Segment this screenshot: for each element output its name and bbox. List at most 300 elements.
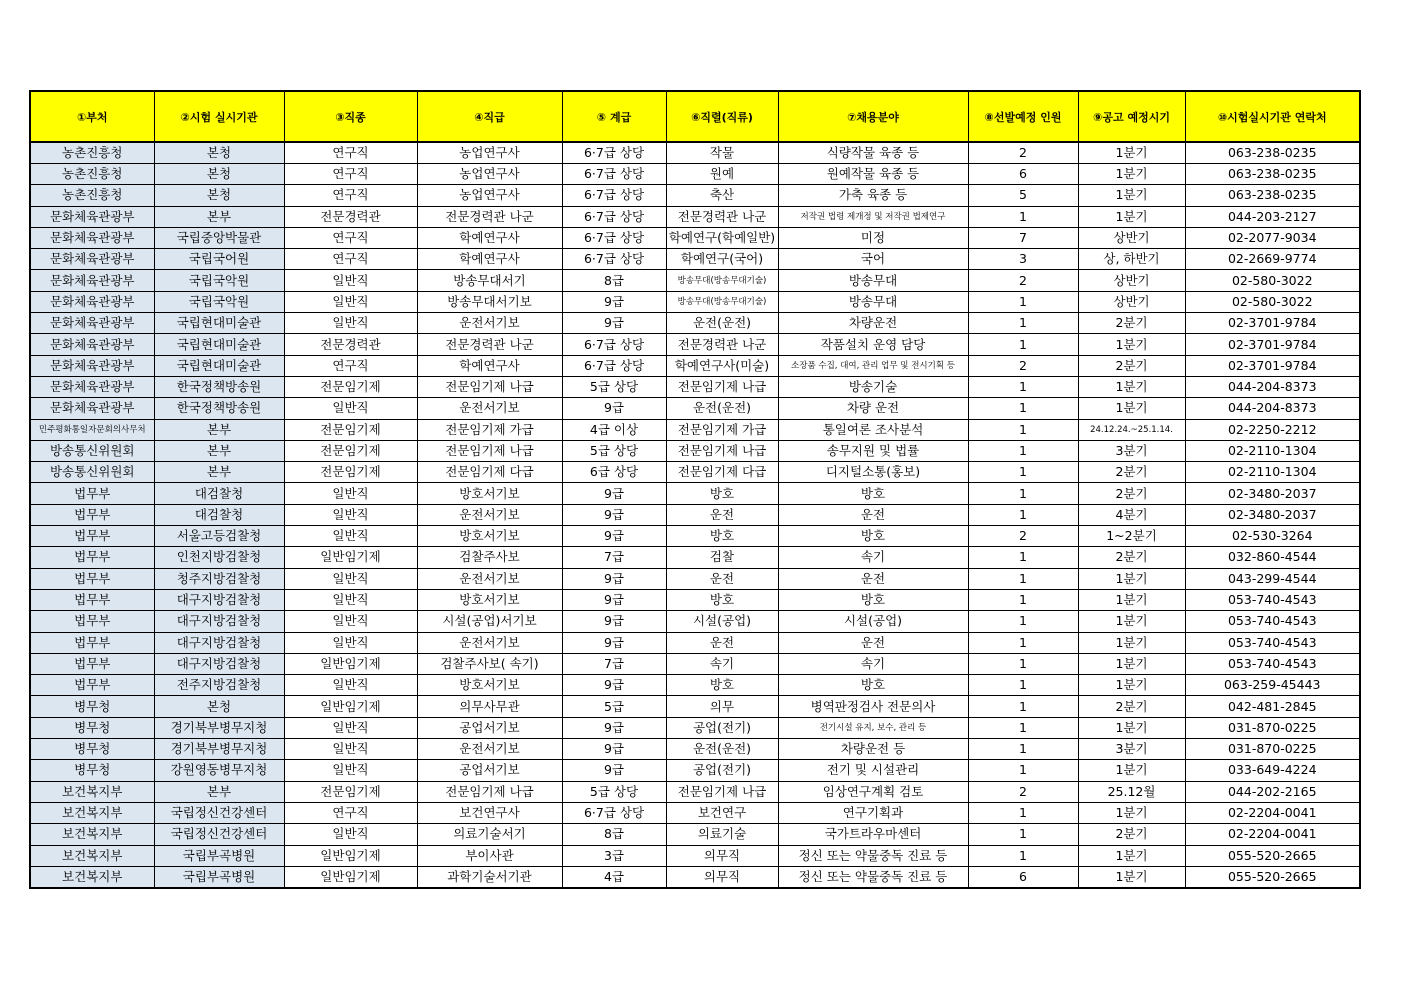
cell-notice-period: 1분기 <box>1078 802 1185 823</box>
table-row <box>30 313 1360 334</box>
cell-rank: 9급 <box>562 611 666 632</box>
cell-contact: 053-740-4543 <box>1185 632 1360 653</box>
cell-rank: 9급 <box>562 526 666 547</box>
cell-planned-count: 1 <box>968 440 1078 461</box>
cell-recruit-field: 차량 운전 <box>778 398 968 419</box>
cell-recruit-field: 연구기획과 <box>778 802 968 823</box>
cell-rank: 9급 <box>562 760 666 781</box>
table-row <box>30 611 1360 632</box>
cell-exam-agency: 본부 <box>154 781 284 802</box>
table-row <box>30 291 1360 312</box>
cell-rank: 9급 <box>562 313 666 334</box>
cell-rank: 5급 상당 <box>562 376 666 397</box>
cell-contact: 02-2077-9034 <box>1185 227 1360 248</box>
cell-job-grade: 운전서기보 <box>417 313 562 334</box>
table-body <box>30 142 1360 888</box>
cell-rank: 7급 <box>562 653 666 674</box>
cell-notice-period: 1분기 <box>1078 675 1185 696</box>
table-row <box>30 249 1360 270</box>
cell-exam-agency: 본부 <box>154 206 284 227</box>
cell-job-type: 전문임기제 <box>284 781 417 802</box>
cell-job-type: 전문경력관 <box>284 206 417 227</box>
cell-exam-agency: 본청 <box>154 142 284 164</box>
cell-rank: 6·7급 상당 <box>562 334 666 355</box>
cell-recruit-field: 전기 및 시설관리 <box>778 760 968 781</box>
cell-job-series: 전문임기제 가급 <box>666 419 778 440</box>
cell-exam-agency: 국립정신건강센터 <box>154 802 284 823</box>
cell-job-type: 연구직 <box>284 355 417 376</box>
header-ministry: ①부처 <box>30 91 154 142</box>
cell-contact: 063-238-0235 <box>1185 185 1360 206</box>
cell-ministry: 농촌진흥청 <box>30 164 154 185</box>
cell-job-grade: 검찰주사보 <box>417 547 562 568</box>
cell-ministry: 병무청 <box>30 760 154 781</box>
cell-ministry: 문화체육관광부 <box>30 376 154 397</box>
cell-recruit-field: 운전 <box>778 504 968 525</box>
cell-job-grade: 농업연구사 <box>417 142 562 164</box>
cell-job-grade: 학예연구사 <box>417 227 562 248</box>
cell-job-type: 전문임기제 <box>284 376 417 397</box>
cell-job-grade: 운전서기보 <box>417 739 562 760</box>
cell-planned-count: 1 <box>968 696 1078 717</box>
cell-planned-count: 1 <box>968 504 1078 525</box>
header-job-grade: ④직급 <box>417 91 562 142</box>
cell-ministry: 병무청 <box>30 696 154 717</box>
cell-planned-count: 2 <box>968 526 1078 547</box>
cell-notice-period: 상, 하반기 <box>1078 249 1185 270</box>
table-row <box>30 334 1360 355</box>
cell-exam-agency: 국립현대미술관 <box>154 355 284 376</box>
cell-job-series: 전문임기제 나급 <box>666 440 778 461</box>
cell-contact: 02-3701-9784 <box>1185 313 1360 334</box>
cell-job-type: 연구직 <box>284 227 417 248</box>
cell-recruit-field: 운전 <box>778 568 968 589</box>
cell-job-type: 일반임기제 <box>284 696 417 717</box>
cell-job-series: 학예연구(학예일반) <box>666 227 778 248</box>
cell-ministry: 문화체육관광부 <box>30 291 154 312</box>
cell-recruit-field: 작품설치 운영 담당 <box>778 334 968 355</box>
cell-job-grade: 전문임기제 나급 <box>417 440 562 461</box>
cell-job-type: 일반임기제 <box>284 845 417 866</box>
cell-rank: 7급 <box>562 547 666 568</box>
cell-job-series: 운전 <box>666 504 778 525</box>
cell-recruit-field: 국어 <box>778 249 968 270</box>
table-row <box>30 653 1360 674</box>
cell-contact: 044-204-8373 <box>1185 398 1360 419</box>
table-row <box>30 781 1360 802</box>
cell-recruit-field: 방호 <box>778 483 968 504</box>
cell-exam-agency: 대구지방검찰청 <box>154 632 284 653</box>
table-row <box>30 675 1360 696</box>
cell-exam-agency: 본부 <box>154 419 284 440</box>
cell-job-type: 일반직 <box>284 739 417 760</box>
cell-job-series: 보건연구 <box>666 802 778 823</box>
cell-planned-count: 2 <box>968 781 1078 802</box>
cell-notice-period: 3분기 <box>1078 739 1185 760</box>
cell-recruit-field: 저작권 법령 제개정 및 저작권 법제연구 <box>778 206 968 227</box>
cell-planned-count: 1 <box>968 206 1078 227</box>
cell-planned-count: 1 <box>968 291 1078 312</box>
cell-contact: 055-520-2665 <box>1185 866 1360 888</box>
cell-job-grade: 의료기술서기 <box>417 824 562 845</box>
table-row <box>30 717 1360 738</box>
cell-notice-period: 1분기 <box>1078 164 1185 185</box>
cell-job-series: 방호 <box>666 675 778 696</box>
cell-exam-agency: 강원영동병무지청 <box>154 760 284 781</box>
cell-contact: 044-203-2127 <box>1185 206 1360 227</box>
cell-exam-agency: 본청 <box>154 185 284 206</box>
cell-job-series: 학예연구사(미술) <box>666 355 778 376</box>
cell-job-grade: 전문경력관 나군 <box>417 206 562 227</box>
cell-ministry: 보건복지부 <box>30 781 154 802</box>
cell-exam-agency: 국립현대미술관 <box>154 334 284 355</box>
cell-job-grade: 전문경력관 나군 <box>417 334 562 355</box>
cell-job-grade: 방송무대서기보 <box>417 291 562 312</box>
cell-rank: 9급 <box>562 589 666 610</box>
cell-recruit-field: 전기시설 유지, 보수, 관리 등 <box>778 717 968 738</box>
cell-ministry: 법무부 <box>30 504 154 525</box>
cell-notice-period: 3분기 <box>1078 440 1185 461</box>
table-row <box>30 419 1360 440</box>
cell-ministry: 법무부 <box>30 589 154 610</box>
cell-planned-count: 2 <box>968 142 1078 164</box>
cell-job-type: 일반직 <box>284 611 417 632</box>
cell-notice-period: 1분기 <box>1078 653 1185 674</box>
cell-planned-count: 7 <box>968 227 1078 248</box>
cell-job-grade: 방호서기보 <box>417 589 562 610</box>
table-row <box>30 504 1360 525</box>
cell-rank: 5급 상당 <box>562 781 666 802</box>
cell-notice-period: 1~2분기 <box>1078 526 1185 547</box>
cell-planned-count: 3 <box>968 249 1078 270</box>
table-row <box>30 142 1360 164</box>
cell-notice-period: 1분기 <box>1078 142 1185 164</box>
cell-rank: 9급 <box>562 504 666 525</box>
cell-job-series: 방호 <box>666 483 778 504</box>
table-row <box>30 206 1360 227</box>
cell-rank: 9급 <box>562 398 666 419</box>
cell-job-series: 전문경력관 나군 <box>666 206 778 227</box>
cell-notice-period: 1분기 <box>1078 206 1185 227</box>
cell-contact: 02-3701-9784 <box>1185 355 1360 376</box>
cell-job-type: 전문임기제 <box>284 440 417 461</box>
cell-job-series: 방송무대(방송무대기술) <box>666 291 778 312</box>
cell-contact: 02-2204-0041 <box>1185 824 1360 845</box>
cell-contact: 063-238-0235 <box>1185 142 1360 164</box>
cell-job-series: 운전 <box>666 568 778 589</box>
cell-contact: 02-2110-1304 <box>1185 462 1360 483</box>
table-row <box>30 696 1360 717</box>
cell-notice-period: 상반기 <box>1078 291 1185 312</box>
cell-ministry: 문화체육관광부 <box>30 313 154 334</box>
cell-job-type: 일반직 <box>284 483 417 504</box>
cell-contact: 032-860-4544 <box>1185 547 1360 568</box>
table-row <box>30 824 1360 845</box>
cell-exam-agency: 본부 <box>154 440 284 461</box>
header-exam-agency: ②시험 실시기관 <box>154 91 284 142</box>
cell-job-series: 축산 <box>666 185 778 206</box>
cell-recruit-field: 차량운전 <box>778 313 968 334</box>
cell-notice-period: 1분기 <box>1078 398 1185 419</box>
cell-planned-count: 1 <box>968 653 1078 674</box>
cell-planned-count: 1 <box>968 675 1078 696</box>
cell-recruit-field: 병역판정검사 전문의사 <box>778 696 968 717</box>
cell-job-grade: 전문임기제 다급 <box>417 462 562 483</box>
cell-notice-period: 1분기 <box>1078 568 1185 589</box>
cell-job-grade: 전문임기제 나급 <box>417 781 562 802</box>
cell-job-grade: 방호서기보 <box>417 675 562 696</box>
cell-ministry: 문화체육관광부 <box>30 398 154 419</box>
cell-job-type: 일반임기제 <box>284 547 417 568</box>
cell-job-series: 학예연구(국어) <box>666 249 778 270</box>
cell-recruit-field: 송무지원 및 법률 <box>778 440 968 461</box>
cell-rank: 9급 <box>562 739 666 760</box>
cell-job-type: 일반직 <box>284 675 417 696</box>
cell-rank: 6·7급 상당 <box>562 355 666 376</box>
cell-job-series: 운전(운전) <box>666 398 778 419</box>
cell-planned-count: 1 <box>968 483 1078 504</box>
cell-ministry: 민주평화통일자문회의사무처 <box>30 419 154 440</box>
cell-ministry: 문화체육관광부 <box>30 334 154 355</box>
cell-exam-agency: 서울고등검찰청 <box>154 526 284 547</box>
cell-contact: 055-520-2665 <box>1185 845 1360 866</box>
cell-planned-count: 1 <box>968 739 1078 760</box>
cell-planned-count: 2 <box>968 355 1078 376</box>
cell-ministry: 문화체육관광부 <box>30 249 154 270</box>
header-recruit-field: ⑦채용분야 <box>778 91 968 142</box>
cell-exam-agency: 국립현대미술관 <box>154 313 284 334</box>
cell-recruit-field: 방호 <box>778 675 968 696</box>
recruitment-table <box>29 90 1361 889</box>
cell-job-type: 연구직 <box>284 249 417 270</box>
header-planned-count: ⑧선발예정 인원 <box>968 91 1078 142</box>
cell-notice-period: 1분기 <box>1078 376 1185 397</box>
cell-ministry: 방송통신위원회 <box>30 440 154 461</box>
cell-planned-count: 1 <box>968 398 1078 419</box>
table-row <box>30 547 1360 568</box>
cell-rank: 6·7급 상당 <box>562 164 666 185</box>
cell-job-type: 일반직 <box>284 632 417 653</box>
cell-ministry: 농촌진흥청 <box>30 185 154 206</box>
cell-contact: 044-202-2165 <box>1185 781 1360 802</box>
cell-notice-period: 1분기 <box>1078 866 1185 888</box>
cell-exam-agency: 전주지방검찰청 <box>154 675 284 696</box>
cell-recruit-field: 소장품 수집, 대여, 관리 업무 및 전시기획 등 <box>778 355 968 376</box>
cell-job-series: 전문임기제 나급 <box>666 781 778 802</box>
cell-notice-period: 1분기 <box>1078 760 1185 781</box>
cell-job-series: 방호 <box>666 526 778 547</box>
cell-job-type: 일반직 <box>284 291 417 312</box>
cell-job-series: 방송무대(방송무대기술) <box>666 270 778 291</box>
cell-job-type: 연구직 <box>284 185 417 206</box>
cell-notice-period: 상반기 <box>1078 270 1185 291</box>
header-rank: ⑤ 계급 <box>562 91 666 142</box>
cell-contact: 02-3701-9784 <box>1185 334 1360 355</box>
cell-planned-count: 6 <box>968 164 1078 185</box>
cell-rank: 4급 이상 <box>562 419 666 440</box>
cell-job-type: 일반직 <box>284 717 417 738</box>
cell-rank: 9급 <box>562 675 666 696</box>
cell-exam-agency: 한국정책방송원 <box>154 398 284 419</box>
cell-job-type: 일반직 <box>284 504 417 525</box>
cell-ministry: 방송통신위원회 <box>30 462 154 483</box>
cell-job-type: 일반임기제 <box>284 866 417 888</box>
table-row <box>30 185 1360 206</box>
cell-rank: 5급 상당 <box>562 440 666 461</box>
header-job-series: ⑥직렬(직류) <box>666 91 778 142</box>
cell-recruit-field: 통일여론 조사분석 <box>778 419 968 440</box>
cell-notice-period: 1분기 <box>1078 845 1185 866</box>
cell-recruit-field: 방송무대 <box>778 270 968 291</box>
cell-exam-agency: 국립부곡병원 <box>154 866 284 888</box>
cell-job-series: 원예 <box>666 164 778 185</box>
cell-job-type: 일반임기제 <box>284 653 417 674</box>
cell-recruit-field: 임상연구계획 검토 <box>778 781 968 802</box>
cell-exam-agency: 인천지방검찰청 <box>154 547 284 568</box>
cell-rank: 9급 <box>562 568 666 589</box>
table-row <box>30 589 1360 610</box>
cell-job-series: 전문임기제 나급 <box>666 376 778 397</box>
cell-ministry: 병무청 <box>30 739 154 760</box>
cell-recruit-field: 시설(공업) <box>778 611 968 632</box>
cell-job-grade: 전문임기제 가급 <box>417 419 562 440</box>
table-row <box>30 739 1360 760</box>
cell-job-type: 연구직 <box>284 142 417 164</box>
cell-ministry: 보건복지부 <box>30 824 154 845</box>
header-job-type: ③직종 <box>284 91 417 142</box>
table-row <box>30 802 1360 823</box>
cell-rank: 9급 <box>562 291 666 312</box>
cell-contact: 031-870-0225 <box>1185 717 1360 738</box>
cell-job-type: 일반직 <box>284 760 417 781</box>
cell-rank: 9급 <box>562 483 666 504</box>
cell-notice-period: 2분기 <box>1078 313 1185 334</box>
cell-contact: 02-580-3022 <box>1185 270 1360 291</box>
cell-contact: 02-2110-1304 <box>1185 440 1360 461</box>
cell-contact: 053-740-4543 <box>1185 589 1360 610</box>
cell-rank: 9급 <box>562 717 666 738</box>
cell-planned-count: 1 <box>968 313 1078 334</box>
cell-rank: 6급 상당 <box>562 462 666 483</box>
cell-notice-period: 1분기 <box>1078 632 1185 653</box>
table-row <box>30 845 1360 866</box>
cell-contact: 02-530-3264 <box>1185 526 1360 547</box>
cell-rank: 6·7급 상당 <box>562 206 666 227</box>
cell-exam-agency: 국립정신건강센터 <box>154 824 284 845</box>
cell-exam-agency: 국립국악원 <box>154 270 284 291</box>
cell-exam-agency: 본부 <box>154 462 284 483</box>
cell-recruit-field: 속기 <box>778 653 968 674</box>
cell-notice-period: 1분기 <box>1078 717 1185 738</box>
cell-job-grade: 운전서기보 <box>417 632 562 653</box>
table-row <box>30 355 1360 376</box>
cell-job-type: 전문경력관 <box>284 334 417 355</box>
cell-notice-period: 2분기 <box>1078 355 1185 376</box>
cell-planned-count: 1 <box>968 589 1078 610</box>
cell-recruit-field: 디지털소통(홍보) <box>778 462 968 483</box>
cell-job-series: 전문경력관 나군 <box>666 334 778 355</box>
cell-job-type: 일반직 <box>284 313 417 334</box>
table-row <box>30 568 1360 589</box>
cell-ministry: 보건복지부 <box>30 845 154 866</box>
cell-job-grade: 방호서기보 <box>417 483 562 504</box>
cell-recruit-field: 국가트라우마센터 <box>778 824 968 845</box>
cell-ministry: 법무부 <box>30 611 154 632</box>
cell-notice-period: 4분기 <box>1078 504 1185 525</box>
cell-job-type: 일반직 <box>284 568 417 589</box>
cell-job-grade: 방송무대서기 <box>417 270 562 291</box>
cell-ministry: 병무청 <box>30 717 154 738</box>
cell-rank: 6·7급 상당 <box>562 802 666 823</box>
cell-planned-count: 1 <box>968 568 1078 589</box>
cell-exam-agency: 한국정책방송원 <box>154 376 284 397</box>
cell-job-series: 공업(전기) <box>666 717 778 738</box>
cell-rank: 4급 <box>562 866 666 888</box>
cell-exam-agency: 경기북부병무지청 <box>154 739 284 760</box>
cell-ministry: 농촌진흥청 <box>30 142 154 164</box>
cell-job-grade: 과학기술서기관 <box>417 866 562 888</box>
cell-job-series: 전문임기제 다급 <box>666 462 778 483</box>
cell-job-series: 방호 <box>666 589 778 610</box>
cell-job-grade: 농업연구사 <box>417 164 562 185</box>
table-row <box>30 526 1360 547</box>
cell-recruit-field: 정신 또는 약물중독 진료 등 <box>778 866 968 888</box>
cell-job-grade: 농업연구사 <box>417 185 562 206</box>
cell-exam-agency: 국립부곡병원 <box>154 845 284 866</box>
cell-contact: 063-259-45443 <box>1185 675 1360 696</box>
cell-job-type: 일반직 <box>284 270 417 291</box>
cell-recruit-field: 식량작물 육종 등 <box>778 142 968 164</box>
cell-job-series: 검찰 <box>666 547 778 568</box>
cell-planned-count: 1 <box>968 845 1078 866</box>
cell-contact: 02-3480-2037 <box>1185 504 1360 525</box>
cell-exam-agency: 청주지방검찰청 <box>154 568 284 589</box>
cell-contact: 043-299-4544 <box>1185 568 1360 589</box>
cell-recruit-field: 방호 <box>778 526 968 547</box>
cell-planned-count: 6 <box>968 866 1078 888</box>
cell-job-type: 일반직 <box>284 526 417 547</box>
header-notice-period: ⑨공고 예정시기 <box>1078 91 1185 142</box>
cell-job-series: 시설(공업) <box>666 611 778 632</box>
cell-job-series: 의무 <box>666 696 778 717</box>
cell-planned-count: 1 <box>968 632 1078 653</box>
cell-planned-count: 2 <box>968 270 1078 291</box>
cell-planned-count: 1 <box>968 547 1078 568</box>
cell-job-grade: 검찰주사보( 속기) <box>417 653 562 674</box>
cell-planned-count: 1 <box>968 462 1078 483</box>
cell-exam-agency: 본청 <box>154 696 284 717</box>
cell-contact: 031-870-0225 <box>1185 739 1360 760</box>
header-row <box>30 91 1360 142</box>
cell-rank: 6·7급 상당 <box>562 185 666 206</box>
cell-job-type: 일반직 <box>284 589 417 610</box>
cell-job-type: 연구직 <box>284 802 417 823</box>
table-row <box>30 632 1360 653</box>
cell-job-type: 연구직 <box>284 164 417 185</box>
cell-job-series: 운전(운전) <box>666 739 778 760</box>
header-contact: ⑩시험실시기관 연락처 <box>1185 91 1360 142</box>
cell-exam-agency: 대구지방검찰청 <box>154 589 284 610</box>
cell-notice-period: 상반기 <box>1078 227 1185 248</box>
cell-job-series: 공업(전기) <box>666 760 778 781</box>
cell-ministry: 보건복지부 <box>30 866 154 888</box>
cell-recruit-field: 운전 <box>778 632 968 653</box>
cell-job-series: 운전(운전) <box>666 313 778 334</box>
cell-recruit-field: 방송기술 <box>778 376 968 397</box>
cell-recruit-field: 방호 <box>778 589 968 610</box>
cell-job-grade: 운전서기보 <box>417 568 562 589</box>
cell-contact: 063-238-0235 <box>1185 164 1360 185</box>
